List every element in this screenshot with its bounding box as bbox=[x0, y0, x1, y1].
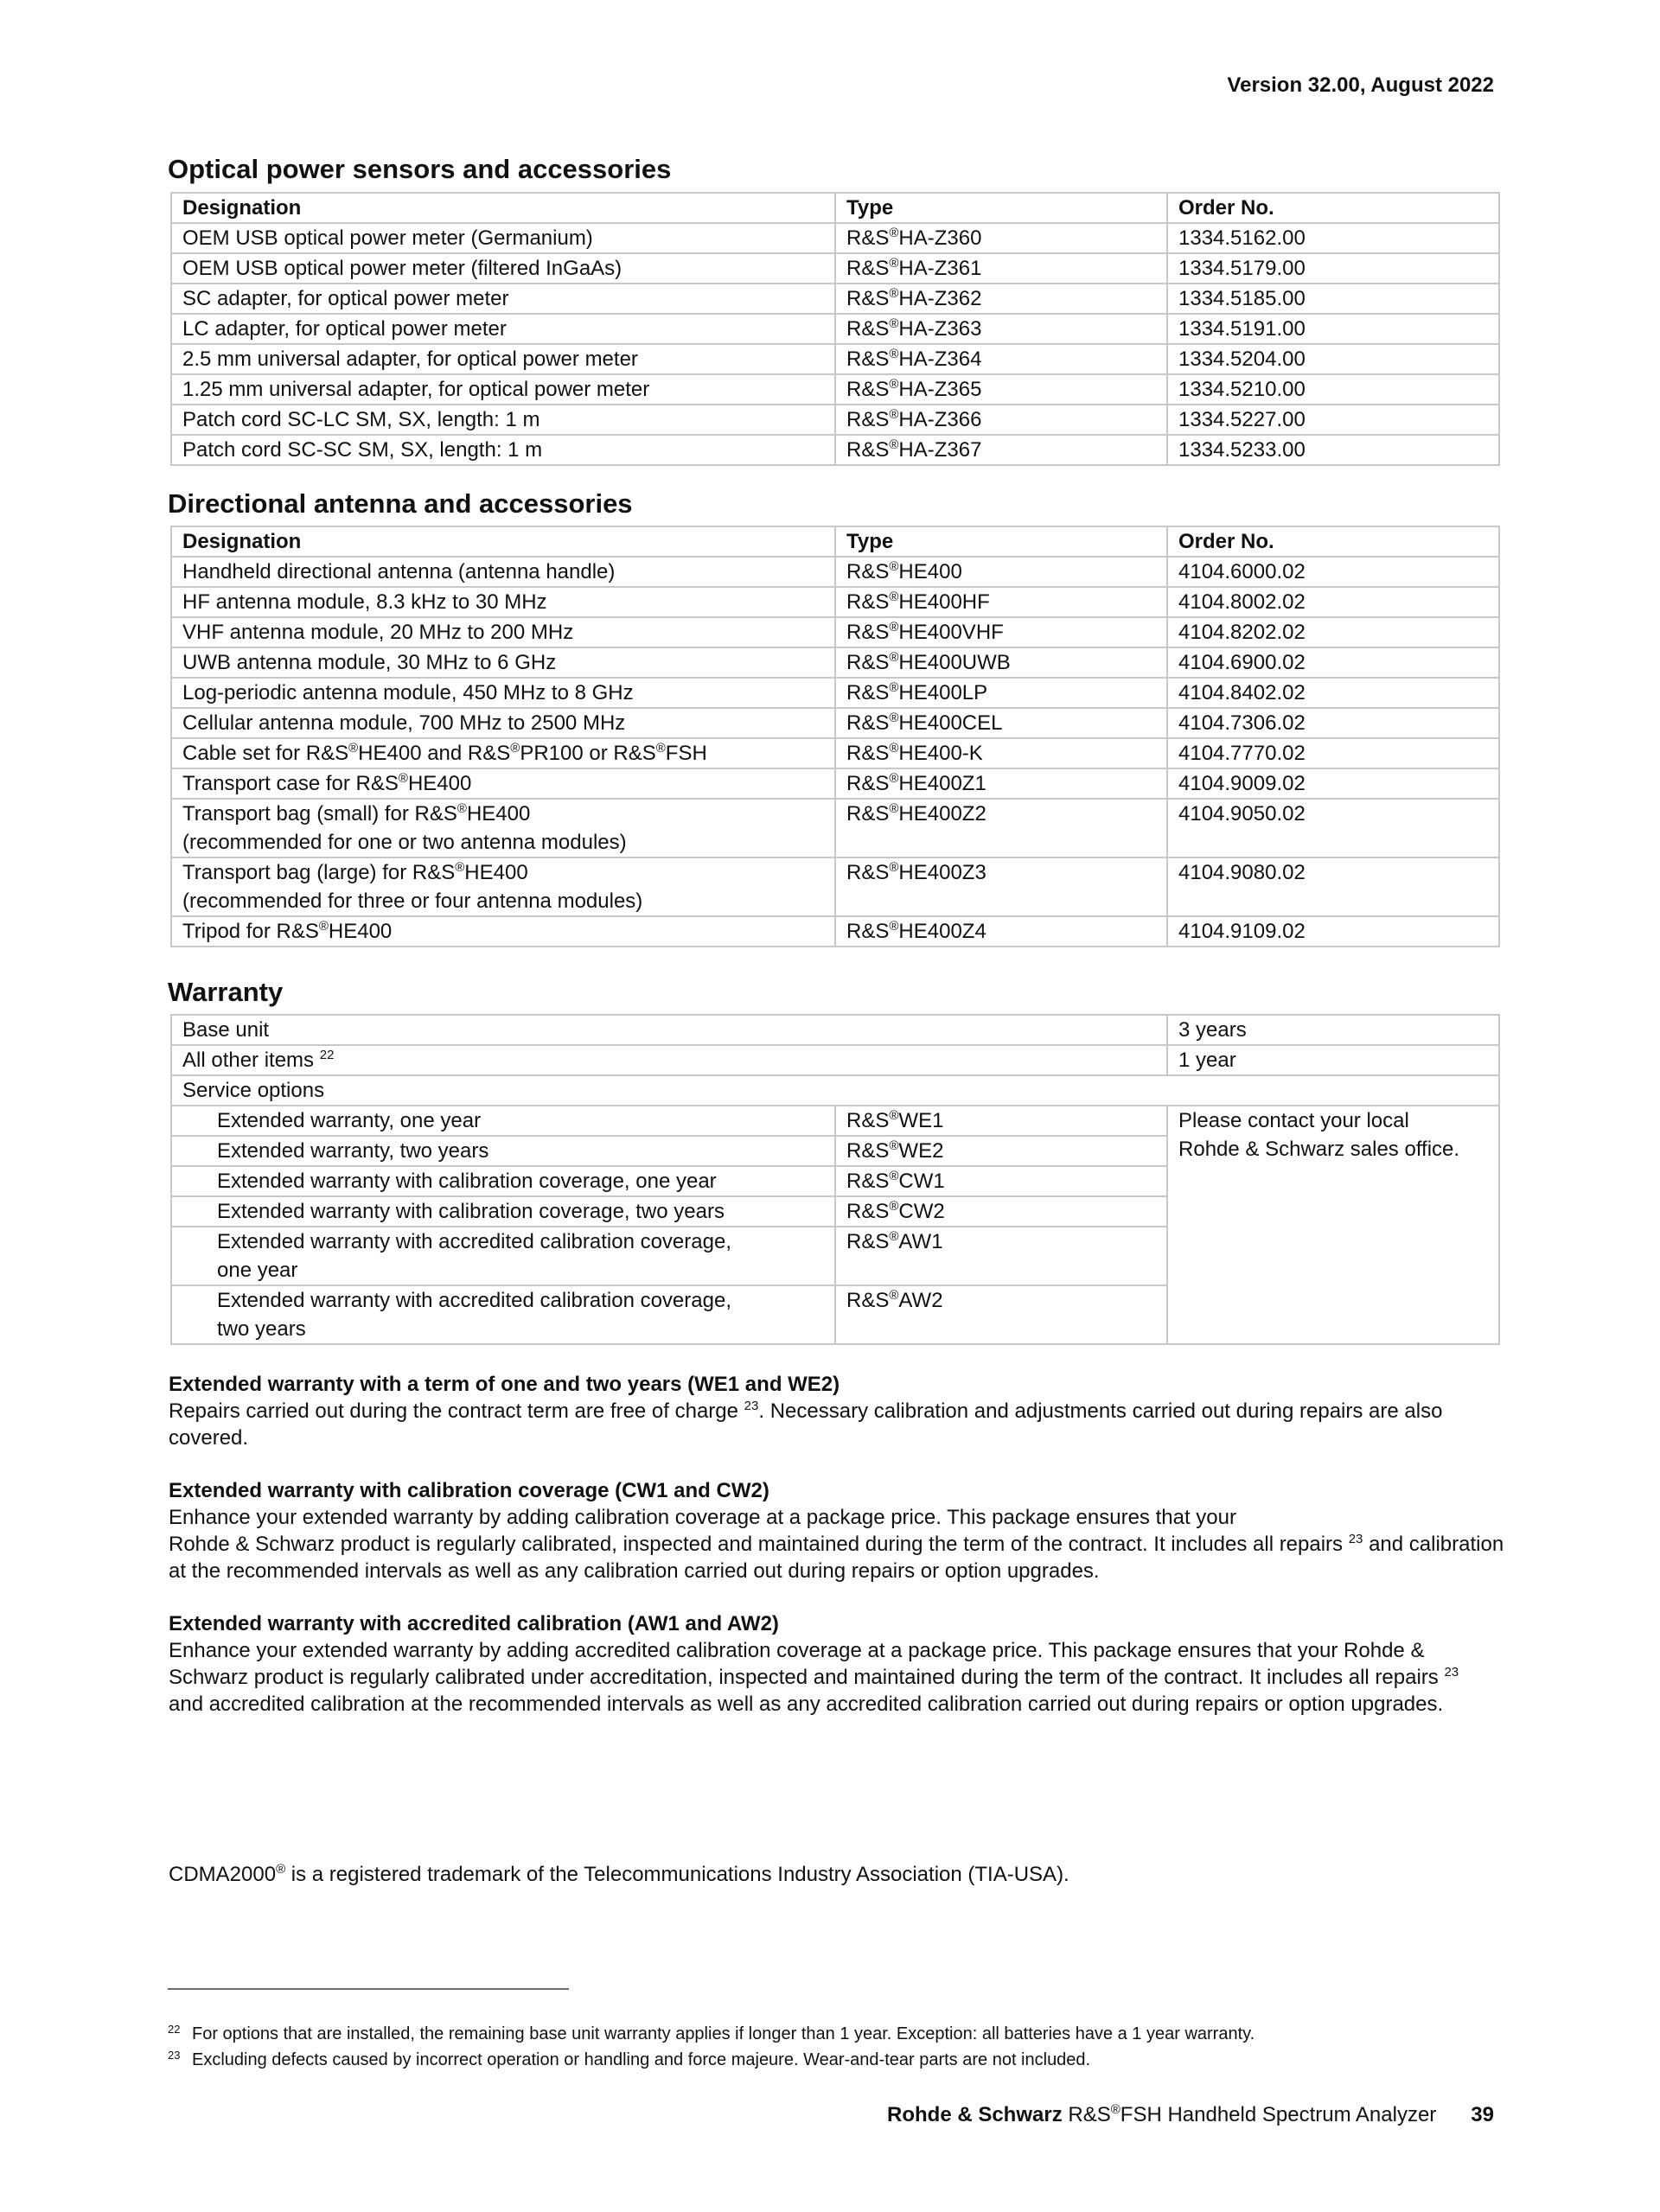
warranty-item-label: All other items $^{22}$ bbox=[171, 1045, 1167, 1075]
warranty-period: 3 years bbox=[1167, 1015, 1499, 1045]
antenna-accessories-table bbox=[170, 526, 1500, 947]
section-title-warranty: Warranty bbox=[168, 977, 284, 1007]
table-row bbox=[171, 587, 1499, 617]
column-header: Type bbox=[835, 526, 1167, 557]
type-cell: R&S®CW1 bbox=[835, 1166, 1167, 1196]
order-number-cell: 4104.6900.02 bbox=[1167, 647, 1499, 678]
type-cell: R&S®HE400Z1 bbox=[835, 768, 1167, 799]
page-footer: Rohde & Schwarz R&S®FSH Handheld Spectrum Analyzer 39 bbox=[887, 2102, 1494, 2126]
designation-cell: Handheld directional antenna (antenna handle) bbox=[171, 557, 835, 587]
designation-cell: OEM USB optical power meter (filtered InGaAs) bbox=[171, 253, 835, 284]
type-cell: R&S®HA-Z360 bbox=[835, 223, 1167, 253]
order-number-cell: 4104.8002.02 bbox=[1167, 587, 1499, 617]
type-cell: R&S®HE400Z4 bbox=[835, 916, 1167, 947]
order-number-cell: 4104.9050.02 bbox=[1167, 799, 1499, 857]
table-row bbox=[171, 617, 1499, 647]
note-text: Repairs carried out during the contract term are free of charge $^{23}$. Necessary calibration and adjustments carried out during repairs are also covered. bbox=[169, 1399, 1443, 1450]
order-number-cell: 4104.8402.02 bbox=[1167, 678, 1499, 708]
type-cell: R&S®WE2 bbox=[835, 1136, 1167, 1166]
footnote-ref[interactable]: 23 bbox=[1444, 1665, 1459, 1680]
order-number-cell: 4104.7306.02 bbox=[1167, 708, 1499, 738]
optical-accessories-table bbox=[170, 192, 1500, 466]
designation-cell: Patch cord SC-SC SM, SX, length: 1 m bbox=[171, 435, 835, 465]
type-cell: R&S®HE400CEL bbox=[835, 708, 1167, 738]
column-header: Designation bbox=[171, 193, 835, 223]
contact-sales-note: Please contact your local Rohde & Schwarz sales office. bbox=[1167, 1106, 1499, 1344]
designation-cell: OEM USB optical power meter (Germanium) bbox=[171, 223, 835, 253]
note-text: Enhance your extended warranty by adding accredited calibration coverage at a package price. This package ensures that your Rohde & Schwarz product is regularly calibrated under accreditation, inspected and maintained during the term of the contract. It includes all repairs $^{23}$ and accredited calibration at the recommended intervals as well as any accredited calibration carried out during repairs or option upgrades. bbox=[169, 1639, 1459, 1716]
note-text: Rohde & Schwarz product is regularly calibrated, inspected and maintained during the term of the contract. It includes all repairs $^{23}$ and calibration at the recommended intervals as well as any calibration carried out during repairs or option upgrades. bbox=[169, 1532, 1504, 1583]
note-aw bbox=[169, 1610, 1491, 1718]
warranty-period: 1 year bbox=[1167, 1045, 1499, 1075]
designation-cell: Log-periodic antenna module, 450 MHz to 8 GHz bbox=[171, 678, 835, 708]
type-cell: R&S®HA-Z361 bbox=[835, 253, 1167, 284]
designation-cell: 1.25 mm universal adapter, for optical power meter bbox=[171, 374, 835, 405]
footnote-22: 22 For options that are installed, the remaining base unit warranty applies if longer than 1 year. Exception: all batteries have a 1 year warranty. bbox=[168, 2023, 1255, 2043]
type-cell: R&S®HA-Z367 bbox=[835, 435, 1167, 465]
order-number-cell: 1334.5210.00 bbox=[1167, 374, 1499, 405]
note-we bbox=[169, 1371, 1504, 1451]
type-cell: R&S®HE400 bbox=[835, 557, 1167, 587]
type-cell: R&S®AW1 bbox=[835, 1227, 1167, 1285]
service-option-label: Extended warranty, one year bbox=[171, 1106, 835, 1136]
service-option-label: Extended warranty with calibration coverage, two years bbox=[171, 1196, 835, 1227]
footnote-23: 23 Excluding defects caused by incorrect operation or handling and force majeure. Wear-and-tear parts are not included. bbox=[168, 2049, 1091, 2069]
table-row bbox=[171, 253, 1499, 284]
table-row bbox=[171, 1075, 1499, 1106]
table-row bbox=[171, 708, 1499, 738]
type-cell: R&S®HA-Z366 bbox=[835, 405, 1167, 435]
order-number-cell: 1334.5227.00 bbox=[1167, 405, 1499, 435]
type-cell: R&S®HA-Z363 bbox=[835, 314, 1167, 344]
table-header-row bbox=[171, 193, 1499, 223]
footnote-ref[interactable]: 23 bbox=[1348, 1532, 1363, 1546]
table-row bbox=[171, 678, 1499, 708]
service-option-label: Extended warranty with accredited calibration coverage, one year bbox=[171, 1227, 835, 1285]
order-number-cell: 4104.9009.02 bbox=[1167, 768, 1499, 799]
table-row bbox=[171, 1015, 1499, 1045]
column-header: Order No. bbox=[1167, 193, 1499, 223]
designation-cell: Transport bag (large) for R&S®HE400 (recommended for three or four antenna modules) bbox=[171, 857, 835, 916]
designation-cell: SC adapter, for optical power meter bbox=[171, 284, 835, 314]
order-number-cell: 4104.9109.02 bbox=[1167, 916, 1499, 947]
table-header-row bbox=[171, 526, 1499, 557]
type-cell: R&S®HE400HF bbox=[835, 587, 1167, 617]
column-header: Type bbox=[835, 193, 1167, 223]
table-row bbox=[171, 314, 1499, 344]
table-row bbox=[171, 223, 1499, 253]
note-heading: Extended warranty with calibration coverage (CW1 and CW2) bbox=[169, 1479, 769, 1502]
order-number-cell: 4104.9080.02 bbox=[1167, 857, 1499, 916]
table-row bbox=[171, 768, 1499, 799]
footnote-ref[interactable]: 22 bbox=[319, 1048, 335, 1062]
table-row bbox=[171, 344, 1499, 374]
table-row bbox=[171, 284, 1499, 314]
page-number: 39 bbox=[1471, 2103, 1494, 2126]
service-option-label: Extended warranty, two years bbox=[171, 1136, 835, 1166]
note-heading: Extended warranty with accredited calibration (AW1 and AW2) bbox=[169, 1612, 779, 1635]
table-row bbox=[171, 916, 1499, 947]
service-options-label: Service options bbox=[171, 1075, 1499, 1106]
footer-product: FSH Handheld Spectrum Analyzer bbox=[1120, 2103, 1437, 2126]
order-number-cell: 1334.5162.00 bbox=[1167, 223, 1499, 253]
type-cell: R&S®CW2 bbox=[835, 1196, 1167, 1227]
order-number-cell: 4104.6000.02 bbox=[1167, 557, 1499, 587]
type-cell: R&S®WE1 bbox=[835, 1106, 1167, 1136]
column-header: Designation bbox=[171, 526, 835, 557]
type-cell: R&S®HE400VHF bbox=[835, 617, 1167, 647]
column-header: Order No. bbox=[1167, 526, 1499, 557]
warranty-table bbox=[170, 1014, 1500, 1345]
designation-cell: 2.5 mm universal adapter, for optical power meter bbox=[171, 344, 835, 374]
designation-cell: VHF antenna module, 20 MHz to 200 MHz bbox=[171, 617, 835, 647]
table-row bbox=[171, 1106, 1499, 1136]
section-title-antenna: Directional antenna and accessories bbox=[168, 488, 633, 519]
table-row bbox=[171, 405, 1499, 435]
designation-cell: Transport case for R&S®HE400 bbox=[171, 768, 835, 799]
type-cell: R&S®HE400-K bbox=[835, 738, 1167, 768]
section-title-optical: Optical power sensors and accessories bbox=[168, 154, 672, 184]
note-cw bbox=[169, 1477, 1504, 1584]
order-number-cell: 1334.5233.00 bbox=[1167, 435, 1499, 465]
type-cell: R&S®HE400LP bbox=[835, 678, 1167, 708]
designation-cell: LC adapter, for optical power meter bbox=[171, 314, 835, 344]
footnote-divider bbox=[168, 1988, 569, 1990]
designation-cell: UWB antenna module, 30 MHz to 6 GHz bbox=[171, 647, 835, 678]
footer-brand: Rohde & Schwarz bbox=[887, 2103, 1063, 2126]
order-number-cell: 1334.5185.00 bbox=[1167, 284, 1499, 314]
warranty-item-label: Base unit bbox=[171, 1015, 1167, 1045]
note-text-line1: Enhance your extended warranty by adding calibration coverage at a package price. This package ensures that your bbox=[169, 1506, 1236, 1529]
table-row bbox=[171, 1045, 1499, 1075]
type-cell: R&S®HE400Z3 bbox=[835, 857, 1167, 916]
table-row bbox=[171, 857, 1499, 916]
note-heading: Extended warranty with a term of one and two years (WE1 and WE2) bbox=[169, 1373, 840, 1396]
footnote-ref[interactable]: 23 bbox=[744, 1399, 759, 1413]
type-cell: R&S®HE400Z2 bbox=[835, 799, 1167, 857]
service-option-label: Extended warranty with calibration coverage, one year bbox=[171, 1166, 835, 1196]
type-cell: R&S®AW2 bbox=[835, 1285, 1167, 1344]
designation-cell: HF antenna module, 8.3 kHz to 30 MHz bbox=[171, 587, 835, 617]
order-number-cell: 1334.5179.00 bbox=[1167, 253, 1499, 284]
type-cell: R&S®HA-Z364 bbox=[835, 344, 1167, 374]
type-cell: R&S®HA-Z365 bbox=[835, 374, 1167, 405]
order-number-cell: 4104.7770.02 bbox=[1167, 738, 1499, 768]
designation-cell: Cable set for R&S®HE400 and R&S®PR100 or R&S®FSH bbox=[171, 738, 835, 768]
table-row bbox=[171, 435, 1499, 465]
table-row bbox=[171, 799, 1499, 857]
service-option-label: Extended warranty with accredited calibration coverage, two years bbox=[171, 1285, 835, 1344]
table-row bbox=[171, 557, 1499, 587]
document-version: Version 32.00, August 2022 bbox=[1227, 73, 1494, 97]
designation-cell: Tripod for R&S®HE400 bbox=[171, 916, 835, 947]
table-row bbox=[171, 738, 1499, 768]
table-row bbox=[171, 647, 1499, 678]
type-cell: R&S®HE400UWB bbox=[835, 647, 1167, 678]
type-cell: R&S®HA-Z362 bbox=[835, 284, 1167, 314]
order-number-cell: 1334.5204.00 bbox=[1167, 344, 1499, 374]
order-number-cell: 4104.8202.02 bbox=[1167, 617, 1499, 647]
designation-cell: Cellular antenna module, 700 MHz to 2500 MHz bbox=[171, 708, 835, 738]
designation-cell: Transport bag (small) for R&S®HE400 (recommended for one or two antenna modules) bbox=[171, 799, 835, 857]
table-row bbox=[171, 374, 1499, 405]
trademark-notice: CDMA2000® is a registered trademark of the Telecommunications Industry Association (TIA-USA). bbox=[169, 1862, 1069, 1886]
order-number-cell: 1334.5191.00 bbox=[1167, 314, 1499, 344]
footnotes bbox=[168, 2021, 1255, 2073]
designation-cell: Patch cord SC-LC SM, SX, length: 1 m bbox=[171, 405, 835, 435]
